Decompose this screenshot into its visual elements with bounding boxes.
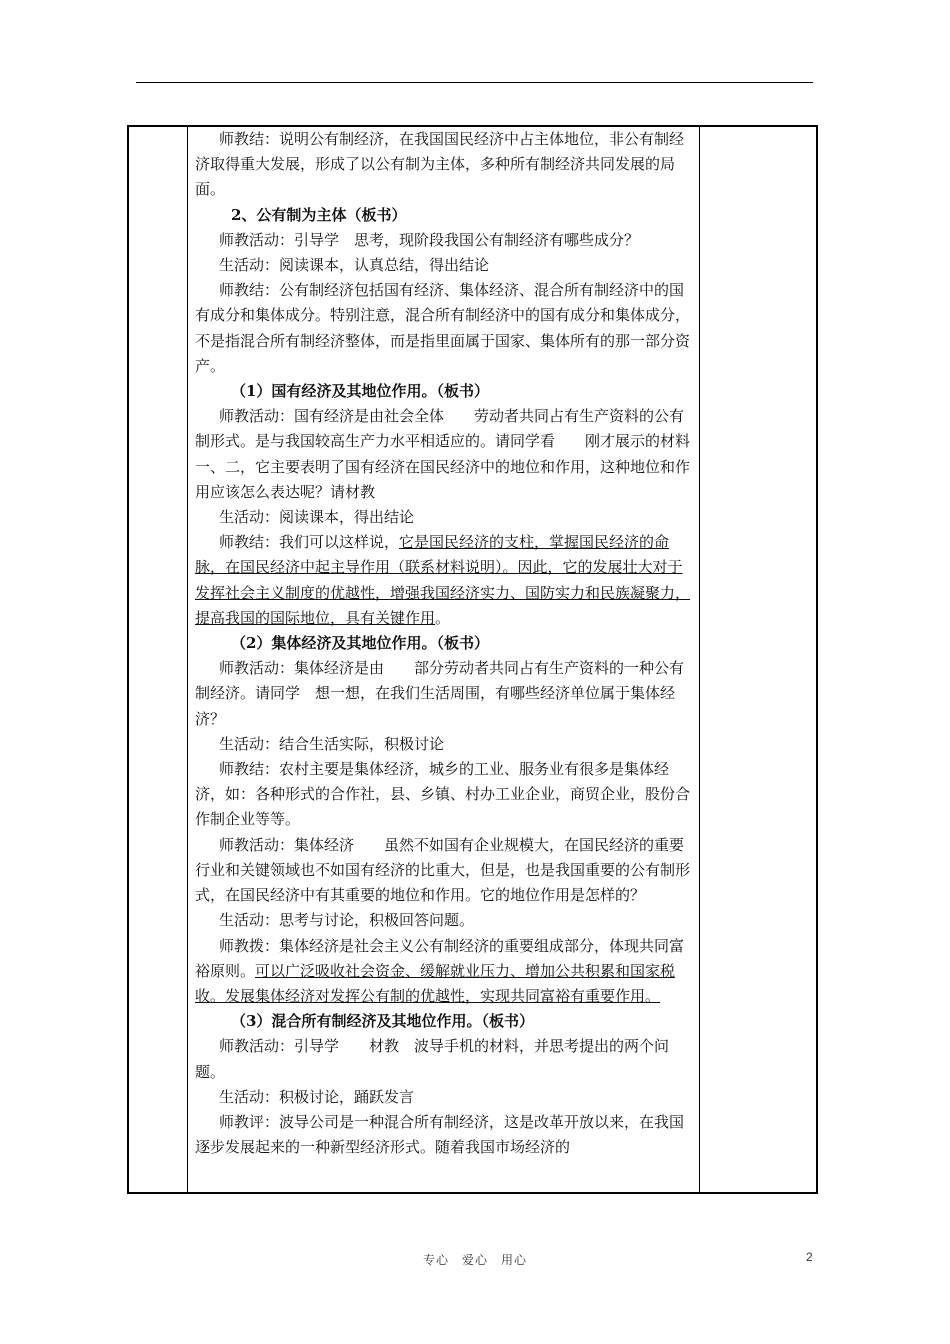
paragraph [195, 530, 693, 631]
speaker-label: 师教活动： [219, 659, 295, 678]
speaker-label: 生活动： [219, 1087, 280, 1106]
paragraph [195, 656, 693, 732]
section-heading: 2、公有制为主体（板书） [231, 205, 407, 224]
paragraph [195, 228, 693, 253]
paragraph-text: 集体经济 虽然不如国有企业规模大，在国民经济的重要行业和关键领域也不如国有经济的比重大，但是，也是我国重要的公有制形式，在国民经济中有其重要的地位和作用。它的地位作用是怎样的？ [195, 835, 691, 905]
speaker-label: 师教 [219, 281, 250, 300]
paragraph-text: 结合生活实际，积极讨论 [279, 734, 445, 753]
paragraph-tail: 。 [435, 608, 451, 627]
column-divider-left [187, 127, 188, 1192]
section-heading: （2）集体经济及其地位作用。（板书） [231, 634, 489, 653]
underlined-text: 可以广泛吸收社会资金、缓解就业压力、增加公共积累和国家税收。发展集体经济对发挥公有制的优越性，实现共同富裕有重要作用。 [195, 961, 676, 1005]
speaker-label: 师教 [219, 130, 250, 148]
speaker-label: 生活动： [219, 508, 280, 527]
paragraph [195, 833, 693, 909]
paragraph [195, 1034, 693, 1084]
speaker-label: 师教 [219, 760, 250, 779]
paragraph [195, 934, 693, 1010]
paragraph-text: 思考与讨论，积极回答问题。 [279, 911, 475, 930]
paragraph-text: 结：说明公有制经济，在我国国民经济中占主体地位，非公有制经济取得重大发展，形成了以公有制为主体，多种所有制经济共同发展的局面。 [195, 130, 685, 199]
speaker-label: 生活动： [219, 734, 280, 753]
speaker-label: 师教 [219, 1112, 250, 1131]
paragraph-text: 结：公有制经济包括国有经济、集体经济、混合所有制经济中的国有成分和集体成分。特别注意，混合所有制经济中的国有成分和集体成分，不是指混合所有制经济整体，而是指里面属于国家、集体所有的那一部分资产。 [195, 281, 691, 375]
paragraph [195, 505, 693, 530]
speaker-label: 师教活动： [219, 230, 295, 249]
paragraph-text: 阅读课本，认真总结，得出结论 [279, 256, 490, 275]
paragraph [195, 278, 693, 379]
paragraph-text: 评：波导公司是一种混合所有制经济，这是改革开放以来，在我国逐步发展起来的一种新型经济形式。随着我国市场经济的 [195, 1112, 685, 1157]
speaker-label: 生活动： [219, 256, 280, 275]
section-heading: （3）混合所有制经济及其地位作用。（板书） [231, 1012, 534, 1031]
paragraph [195, 757, 693, 833]
paragraph-text: 积极讨论，踊跃发言 [279, 1087, 415, 1106]
paragraph [195, 1085, 693, 1110]
paragraph-text: 结：农村主要是集体经济，城乡的工业、服务业有很多是集体经济，如：各种形式的合作社，县、乡镇、村办工业企业，商贸企业，股份合作制企业等等。 [195, 760, 691, 829]
speaker-label: 师教 [219, 936, 250, 955]
speaker-label: 师教活动： [219, 407, 295, 426]
header-rule [136, 82, 813, 83]
lesson-content [195, 127, 693, 1160]
lesson-table [127, 125, 818, 1194]
page-footer: 专心 爱心 用心 [422, 1253, 527, 1267]
paragraph [195, 127, 693, 203]
column-divider-right [699, 127, 700, 1192]
paragraph-text: 集体经济是由 部分劳动者共同占有生产资料的一种公有制经济。请同学 想一想，在我们生活周围，有哪些经济单位属于集体经济？ [195, 659, 685, 728]
paragraph [195, 253, 693, 278]
paragraph-text: 引导学 材教 波导手机的材料，并思考提出的两个问题。 [195, 1037, 670, 1081]
paragraph-text: 结：我们可以这样说， [249, 533, 400, 552]
paragraph [195, 404, 693, 505]
paragraph [195, 732, 693, 757]
underlined-text: 它是国民经济的支柱，掌握国民经济的命脉，在国民经济中起主导作用（联系材料说明）。因此，它的发展壮大对于发挥社会主义制度的优越性，增强我国经济实力、国防实力和民族凝聚力，提高我国的国际地位，具有关键作用 [195, 533, 691, 627]
speaker-label: 师教活动： [219, 835, 295, 854]
paragraph-text: 拨：集体经济是社会主义公有制经济的重要组成部分，体现共同富裕原则。 [195, 936, 685, 980]
paragraph [195, 908, 693, 933]
paragraph [195, 1110, 693, 1160]
paragraph-text: 国有经济是由社会全体 劳动者共同占有生产资料的公有制形式。是与我国较高生产力水平相适应的。请同学看 刚才展示的材料一、二，它主要表明了国有经济在国民经济中的地位和作用，这种地位和作用应该怎么表达呢？请材教 [195, 407, 691, 501]
speaker-label: 师教 [219, 533, 250, 552]
speaker-label: 师教活动： [219, 1037, 295, 1056]
page-number: 2 [806, 1250, 813, 1264]
paragraph-text: 阅读课本，得出结论 [279, 508, 415, 527]
paragraph-text: 引导学 思考，现阶段我国公有制经济有哪些成分？ [294, 230, 640, 249]
section-heading: （1）国有经济及其地位作用。（板书） [231, 382, 489, 401]
speaker-label: 生活动： [219, 911, 280, 930]
